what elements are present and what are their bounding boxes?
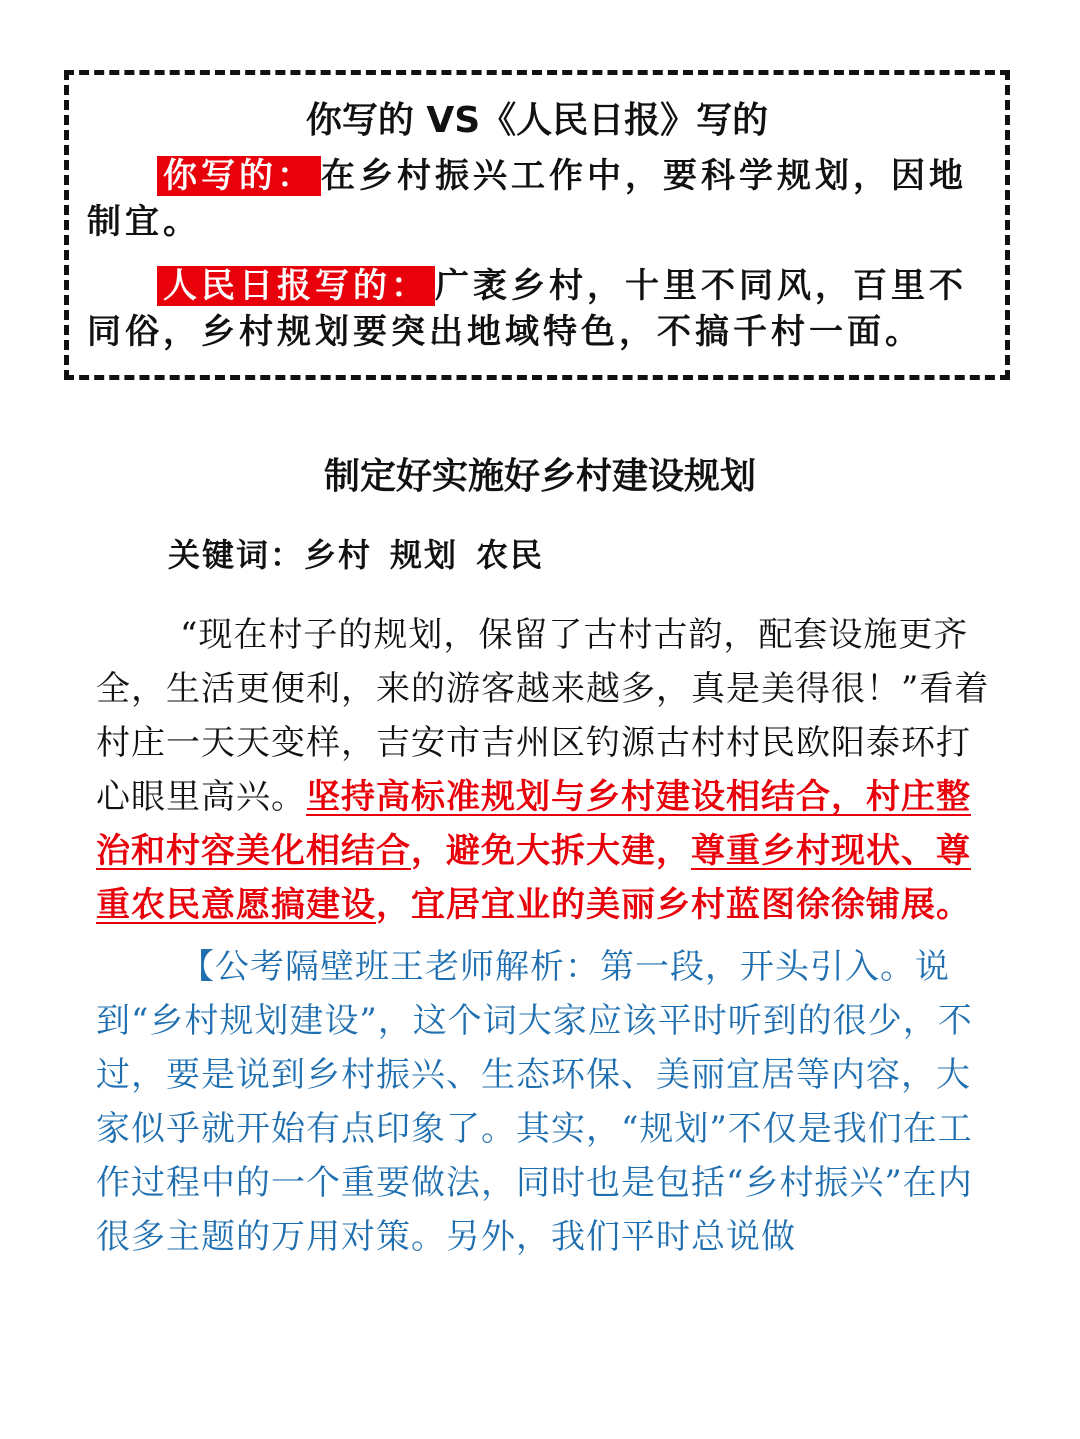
comparison-box — [64, 70, 1010, 380]
key-point-tail: ，宜居宜业的美丽乡村蓝图徐徐铺展。 — [376, 885, 971, 925]
rmrb-text: 广袤乡村，十里不同风，百里不同俗，乡村规划要突出地域特色，不搞千村一面。 — [87, 266, 967, 352]
paragraph-1 — [96, 608, 996, 932]
article-title: 制定好实施好乡村建设规划 — [323, 456, 756, 497]
article-body — [96, 608, 996, 1264]
keyword: 规划 — [390, 536, 459, 574]
rmrb-label: 人民日报写的： — [157, 266, 435, 306]
teacher-analysis: 【公考隔壁班王老师解析：第一段，开头引入。说到“乡村规划建设”，这个词大家应该平时听到的很少，不过，要是说到乡村振兴、生态环保、美丽宜居等内容，大家似乎就开始有点印象了。其实，“规划”不仅是我们在工作过程中的一个重要做法，同时也是包括“乡村振兴”在内很多主题的万用对策。另外，我们平时总说做 — [96, 947, 973, 1257]
yours-label: 你写的： — [157, 156, 321, 196]
key-point-separator: ，避免大拆大建， — [411, 831, 691, 871]
yours-paragraph — [87, 153, 987, 245]
yours-text: 在乡村振兴工作中，要科学规划，因地制宜。 — [87, 156, 967, 242]
keyword: 农民 — [476, 536, 545, 574]
keywords-label: 关键词： — [168, 536, 305, 574]
keywords-line — [168, 532, 562, 578]
comparison-title: 你写的 VS《人民日报》写的 — [305, 100, 769, 141]
rmrb-paragraph — [87, 263, 987, 355]
keyword: 乡村 — [304, 536, 373, 574]
paragraph-1-text: “现在村子的规划，保留了古村古韵，配套设施更齐全，生活更便利，来的游客越来越多，真是美得很！”看着村庄一天天变样，吉安市吉州区钓源古村村民欧阳泰环打心眼里高兴。 — [96, 615, 990, 817]
key-point-underlined-2: 尊重乡村现状、尊重农民意愿搞建设 — [96, 831, 971, 925]
key-point-underlined-1: 坚持高标准规划与乡村建设相结合，村庄整治和村容美化相结合 — [96, 777, 971, 871]
